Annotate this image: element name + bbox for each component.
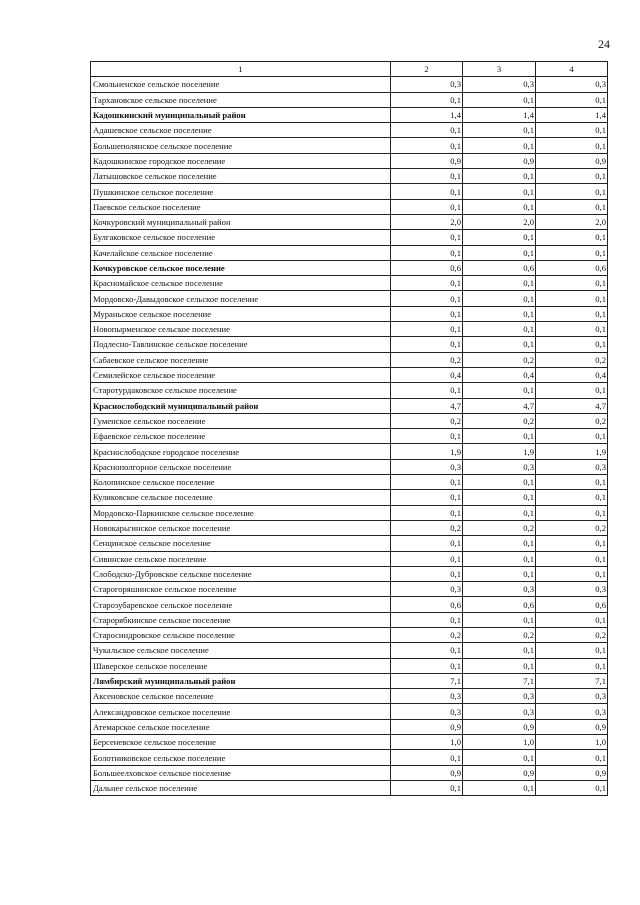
value-col4-cell: 0,1 xyxy=(536,245,608,260)
value-col3-cell: 0,2 xyxy=(463,520,536,535)
value-col3-cell: 0,1 xyxy=(463,429,536,444)
value-col4-cell: 4,7 xyxy=(536,398,608,413)
value-col4-cell: 0,1 xyxy=(536,551,608,566)
value-col3-cell: 0,1 xyxy=(463,475,536,490)
table-row xyxy=(91,750,608,765)
value-col4-cell: 0,3 xyxy=(536,689,608,704)
column-header-1: 1 xyxy=(91,62,391,77)
settlement-name-cell: Паевское сельское поселение xyxy=(91,199,391,214)
value-col3-cell: 0,1 xyxy=(463,199,536,214)
table-row xyxy=(91,383,608,398)
value-col4-cell: 1,4 xyxy=(536,107,608,122)
table-row xyxy=(91,520,608,535)
settlement-name-cell: Кочкуровское сельское поселение xyxy=(91,260,391,275)
value-col4-cell: 0,2 xyxy=(536,413,608,428)
value-col3-cell: 0,1 xyxy=(463,291,536,306)
settlement-name-cell: Качелайское сельское поселение xyxy=(91,245,391,260)
value-col4-cell: 0,1 xyxy=(536,123,608,138)
value-col2-cell: 0,1 xyxy=(391,138,463,153)
value-col2-cell: 0,9 xyxy=(391,765,463,780)
settlement-name-cell: Краснополгорное сельское поселение xyxy=(91,459,391,474)
value-col4-cell: 0,1 xyxy=(536,612,608,627)
table-row xyxy=(91,780,608,795)
value-col3-cell: 0,1 xyxy=(463,383,536,398)
table-row xyxy=(91,490,608,505)
value-col4-cell: 0,1 xyxy=(536,199,608,214)
value-col2-cell: 0,1 xyxy=(391,475,463,490)
value-col3-cell: 0,4 xyxy=(463,367,536,382)
value-col3-cell: 0,9 xyxy=(463,153,536,168)
value-col3-cell: 0,1 xyxy=(463,490,536,505)
value-col2-cell: 4,7 xyxy=(391,398,463,413)
value-col3-cell: 0,1 xyxy=(463,750,536,765)
settlement-name-cell: Болотниковское сельское поселение xyxy=(91,750,391,765)
value-col3-cell: 0,2 xyxy=(463,627,536,642)
value-col4-cell: 0,1 xyxy=(536,658,608,673)
settlement-name-cell: Кочкуровский муниципальный район xyxy=(91,214,391,229)
value-col2-cell: 0,6 xyxy=(391,260,463,275)
value-col2-cell: 0,3 xyxy=(391,582,463,597)
table-row xyxy=(91,673,608,688)
value-col3-cell: 0,6 xyxy=(463,597,536,612)
value-col2-cell: 1,4 xyxy=(391,107,463,122)
settlement-name-cell: Булгаковское сельское поселение xyxy=(91,230,391,245)
value-col2-cell: 0,1 xyxy=(391,276,463,291)
value-col4-cell: 0,6 xyxy=(536,597,608,612)
value-col2-cell: 7,1 xyxy=(391,673,463,688)
table-row xyxy=(91,367,608,382)
value-col4-cell: 0,1 xyxy=(536,536,608,551)
value-col3-cell: 0,1 xyxy=(463,612,536,627)
value-col2-cell: 0,3 xyxy=(391,459,463,474)
value-col2-cell: 1,9 xyxy=(391,444,463,459)
table-row xyxy=(91,566,608,581)
value-col2-cell: 0,1 xyxy=(391,505,463,520)
value-col4-cell: 0,3 xyxy=(536,459,608,474)
table-header-row xyxy=(91,62,608,77)
value-col2-cell: 0,1 xyxy=(391,536,463,551)
data-table xyxy=(90,61,608,796)
table-row xyxy=(91,169,608,184)
table-row xyxy=(91,107,608,122)
settlement-name-cell: Ефаевское сельское поселение xyxy=(91,429,391,444)
table-row xyxy=(91,719,608,734)
settlement-name-cell: Старосиндровское сельское поселение xyxy=(91,627,391,642)
value-col4-cell: 0,3 xyxy=(536,704,608,719)
value-col4-cell: 0,1 xyxy=(536,383,608,398)
page-number: 24 xyxy=(598,37,610,51)
value-col3-cell: 0,1 xyxy=(463,230,536,245)
value-col4-cell: 0,3 xyxy=(536,77,608,92)
settlement-name-cell: Семилейское сельское поселение xyxy=(91,367,391,382)
value-col2-cell: 0,1 xyxy=(391,337,463,352)
table-row xyxy=(91,352,608,367)
value-col2-cell: 0,6 xyxy=(391,597,463,612)
value-col4-cell: 0,1 xyxy=(536,169,608,184)
value-col2-cell: 0,1 xyxy=(391,184,463,199)
table-row xyxy=(91,153,608,168)
value-col3-cell: 0,3 xyxy=(463,459,536,474)
table-row xyxy=(91,398,608,413)
table-row xyxy=(91,475,608,490)
settlement-name-cell: Латышовское сельское поселение xyxy=(91,169,391,184)
settlement-name-cell: Слободско-Дубровское сельское поселение xyxy=(91,566,391,581)
value-col4-cell: 0,2 xyxy=(536,520,608,535)
value-col2-cell: 2,0 xyxy=(391,214,463,229)
settlement-name-cell: Гуменское сельское поселение xyxy=(91,413,391,428)
value-col2-cell: 0,3 xyxy=(391,77,463,92)
value-col3-cell: 0,2 xyxy=(463,413,536,428)
settlement-name-cell: Аксеновское сельское поселение xyxy=(91,689,391,704)
settlement-name-cell: Старогоряшинское сельское поселение xyxy=(91,582,391,597)
value-col4-cell: 0,1 xyxy=(536,230,608,245)
value-col4-cell: 0,1 xyxy=(536,92,608,107)
value-col2-cell: 0,1 xyxy=(391,643,463,658)
value-col2-cell: 0,1 xyxy=(391,612,463,627)
settlement-name-cell: Мураньское сельское поселение xyxy=(91,306,391,321)
value-col4-cell: 0,1 xyxy=(536,505,608,520)
table-row xyxy=(91,704,608,719)
table-row xyxy=(91,77,608,92)
value-col3-cell: 0,2 xyxy=(463,352,536,367)
table-row xyxy=(91,689,608,704)
value-col2-cell: 0,1 xyxy=(391,383,463,398)
value-col4-cell: 1,0 xyxy=(536,735,608,750)
column-header-2: 2 xyxy=(391,62,463,77)
settlement-name-cell: Мордовско-Паркинское сельское поселение xyxy=(91,505,391,520)
settlement-name-cell: Большеелховское сельское поселение xyxy=(91,765,391,780)
value-col3-cell: 0,1 xyxy=(463,138,536,153)
column-header-4: 4 xyxy=(536,62,608,77)
value-col4-cell: 0,1 xyxy=(536,276,608,291)
value-col4-cell: 0,1 xyxy=(536,322,608,337)
settlement-name-cell: Тархановское сельское поселение xyxy=(91,92,391,107)
settlement-name-cell: Краснослободский муниципальный район xyxy=(91,398,391,413)
value-col4-cell: 0,1 xyxy=(536,306,608,321)
settlement-name-cell: Сенцинское сельское поселение xyxy=(91,536,391,551)
table-row xyxy=(91,413,608,428)
table-row xyxy=(91,612,608,627)
value-col4-cell: 0,1 xyxy=(536,566,608,581)
value-col3-cell: 0,3 xyxy=(463,689,536,704)
value-col4-cell: 0,1 xyxy=(536,429,608,444)
settlement-name-cell: Мордовско-Давыдовское сельское поселение xyxy=(91,291,391,306)
value-col3-cell: 0,1 xyxy=(463,322,536,337)
settlement-name-cell: Куликовское сельское поселение xyxy=(91,490,391,505)
settlement-name-cell: Александровское сельское поселение xyxy=(91,704,391,719)
value-col3-cell: 0,1 xyxy=(463,123,536,138)
value-col2-cell: 0,1 xyxy=(391,169,463,184)
table-row xyxy=(91,536,608,551)
table-row xyxy=(91,429,608,444)
value-col3-cell: 0,1 xyxy=(463,92,536,107)
value-col2-cell: 0,2 xyxy=(391,520,463,535)
column-header-3: 3 xyxy=(463,62,536,77)
settlement-name-cell: Красномайское сельское поселение xyxy=(91,276,391,291)
value-col2-cell: 1,0 xyxy=(391,735,463,750)
value-col2-cell: 0,1 xyxy=(391,123,463,138)
table-row xyxy=(91,582,608,597)
value-col4-cell: 7,1 xyxy=(536,673,608,688)
value-col3-cell: 0,1 xyxy=(463,276,536,291)
settlement-name-cell: Старорябкинское сельское поселение xyxy=(91,612,391,627)
value-col3-cell: 0,1 xyxy=(463,169,536,184)
value-col2-cell: 0,1 xyxy=(391,245,463,260)
value-col2-cell: 0,1 xyxy=(391,92,463,107)
value-col2-cell: 0,2 xyxy=(391,352,463,367)
value-col4-cell: 2,0 xyxy=(536,214,608,229)
table-row xyxy=(91,123,608,138)
value-col2-cell: 0,1 xyxy=(391,306,463,321)
value-col3-cell: 0,1 xyxy=(463,536,536,551)
value-col3-cell: 0,6 xyxy=(463,260,536,275)
table-row xyxy=(91,214,608,229)
settlement-name-cell: Лямбирский муниципальный район xyxy=(91,673,391,688)
value-col2-cell: 0,1 xyxy=(391,490,463,505)
value-col2-cell: 0,1 xyxy=(391,429,463,444)
value-col4-cell: 0,1 xyxy=(536,750,608,765)
value-col2-cell: 0,1 xyxy=(391,291,463,306)
settlement-name-cell: Колопинское сельское поселение xyxy=(91,475,391,490)
settlement-name-cell: Чукальское сельское поселение xyxy=(91,643,391,658)
table-row xyxy=(91,92,608,107)
value-col2-cell: 0,1 xyxy=(391,750,463,765)
settlement-name-cell: Новокарьгинское сельское поселение xyxy=(91,520,391,535)
settlement-name-cell: Старозубаревское сельское поселение xyxy=(91,597,391,612)
value-col3-cell: 0,1 xyxy=(463,780,536,795)
settlement-name-cell: Пушкинское сельское поселение xyxy=(91,184,391,199)
settlement-name-cell: Сабаевское сельское поселение xyxy=(91,352,391,367)
value-col2-cell: 0,1 xyxy=(391,780,463,795)
value-col2-cell: 0,1 xyxy=(391,199,463,214)
value-col4-cell: 0,9 xyxy=(536,765,608,780)
value-col3-cell: 0,1 xyxy=(463,245,536,260)
settlement-name-cell: Кадошкинский муниципальный район xyxy=(91,107,391,122)
value-col4-cell: 1,9 xyxy=(536,444,608,459)
table-row xyxy=(91,184,608,199)
settlement-name-cell: Смольненское сельское поселение xyxy=(91,77,391,92)
table-row xyxy=(91,505,608,520)
value-col4-cell: 0,9 xyxy=(536,153,608,168)
settlement-name-cell: Шаверское сельское поселение xyxy=(91,658,391,673)
table-row xyxy=(91,643,608,658)
table-row xyxy=(91,551,608,566)
settlement-name-cell: Большеполянское сельское поселение xyxy=(91,138,391,153)
settlement-name-cell: Адашевское сельское поселение xyxy=(91,123,391,138)
table-row xyxy=(91,230,608,245)
value-col2-cell: 0,9 xyxy=(391,153,463,168)
value-col3-cell: 1,9 xyxy=(463,444,536,459)
table-row xyxy=(91,322,608,337)
value-col4-cell: 0,6 xyxy=(536,260,608,275)
value-col3-cell: 7,1 xyxy=(463,673,536,688)
table-row xyxy=(91,597,608,612)
value-col3-cell: 0,3 xyxy=(463,77,536,92)
settlement-name-cell: Подлесно-Тавлинское сельское поселение xyxy=(91,337,391,352)
value-col2-cell: 0,9 xyxy=(391,719,463,734)
table-body xyxy=(91,77,608,796)
value-col4-cell: 0,1 xyxy=(536,643,608,658)
settlement-name-cell: Дальнее сельское поселение xyxy=(91,780,391,795)
table-row xyxy=(91,337,608,352)
table-row xyxy=(91,138,608,153)
table-row xyxy=(91,245,608,260)
value-col4-cell: 0,1 xyxy=(536,475,608,490)
table-row xyxy=(91,276,608,291)
value-col3-cell: 0,9 xyxy=(463,719,536,734)
value-col4-cell: 0,2 xyxy=(536,627,608,642)
value-col3-cell: 1,0 xyxy=(463,735,536,750)
value-col4-cell: 0,2 xyxy=(536,352,608,367)
value-col3-cell: 0,1 xyxy=(463,505,536,520)
value-col2-cell: 0,2 xyxy=(391,627,463,642)
value-col4-cell: 0,3 xyxy=(536,582,608,597)
value-col2-cell: 0,1 xyxy=(391,658,463,673)
value-col4-cell: 0,1 xyxy=(536,780,608,795)
value-col2-cell: 0,3 xyxy=(391,704,463,719)
settlement-name-cell: Кадошкинское городское поселение xyxy=(91,153,391,168)
value-col4-cell: 0,9 xyxy=(536,719,608,734)
table-row xyxy=(91,291,608,306)
value-col3-cell: 2,0 xyxy=(463,214,536,229)
value-col2-cell: 0,4 xyxy=(391,367,463,382)
value-col3-cell: 1,4 xyxy=(463,107,536,122)
value-col3-cell: 0,1 xyxy=(463,658,536,673)
value-col3-cell: 0,3 xyxy=(463,582,536,597)
value-col2-cell: 0,1 xyxy=(391,230,463,245)
value-col2-cell: 0,1 xyxy=(391,551,463,566)
value-col3-cell: 0,3 xyxy=(463,704,536,719)
table-row xyxy=(91,444,608,459)
settlement-name-cell: Атемарское сельское поселение xyxy=(91,719,391,734)
value-col2-cell: 0,3 xyxy=(391,689,463,704)
settlement-name-cell: Краснослободское городское поселение xyxy=(91,444,391,459)
value-col3-cell: 4,7 xyxy=(463,398,536,413)
settlement-name-cell: Новопырменское сельское поселение xyxy=(91,322,391,337)
value-col3-cell: 0,9 xyxy=(463,765,536,780)
table-row xyxy=(91,765,608,780)
value-col2-cell: 0,1 xyxy=(391,322,463,337)
table-row xyxy=(91,199,608,214)
table-row xyxy=(91,658,608,673)
value-col3-cell: 0,1 xyxy=(463,551,536,566)
value-col3-cell: 0,1 xyxy=(463,643,536,658)
settlement-name-cell: Берсеневское сельское поселение xyxy=(91,735,391,750)
value-col3-cell: 0,1 xyxy=(463,306,536,321)
value-col3-cell: 0,1 xyxy=(463,184,536,199)
table-row xyxy=(91,459,608,474)
value-col4-cell: 0,1 xyxy=(536,291,608,306)
table-row xyxy=(91,735,608,750)
value-col4-cell: 0,1 xyxy=(536,184,608,199)
value-col2-cell: 0,2 xyxy=(391,413,463,428)
value-col4-cell: 0,1 xyxy=(536,490,608,505)
value-col4-cell: 0,4 xyxy=(536,367,608,382)
table-row xyxy=(91,260,608,275)
value-col4-cell: 0,1 xyxy=(536,337,608,352)
value-col4-cell: 0,1 xyxy=(536,138,608,153)
settlement-name-cell: Сивинское сельское поселение xyxy=(91,551,391,566)
value-col3-cell: 0,1 xyxy=(463,337,536,352)
table-row xyxy=(91,627,608,642)
value-col2-cell: 0,1 xyxy=(391,566,463,581)
value-col3-cell: 0,1 xyxy=(463,566,536,581)
table-row xyxy=(91,306,608,321)
settlement-name-cell: Старотурдаковское сельское поселение xyxy=(91,383,391,398)
